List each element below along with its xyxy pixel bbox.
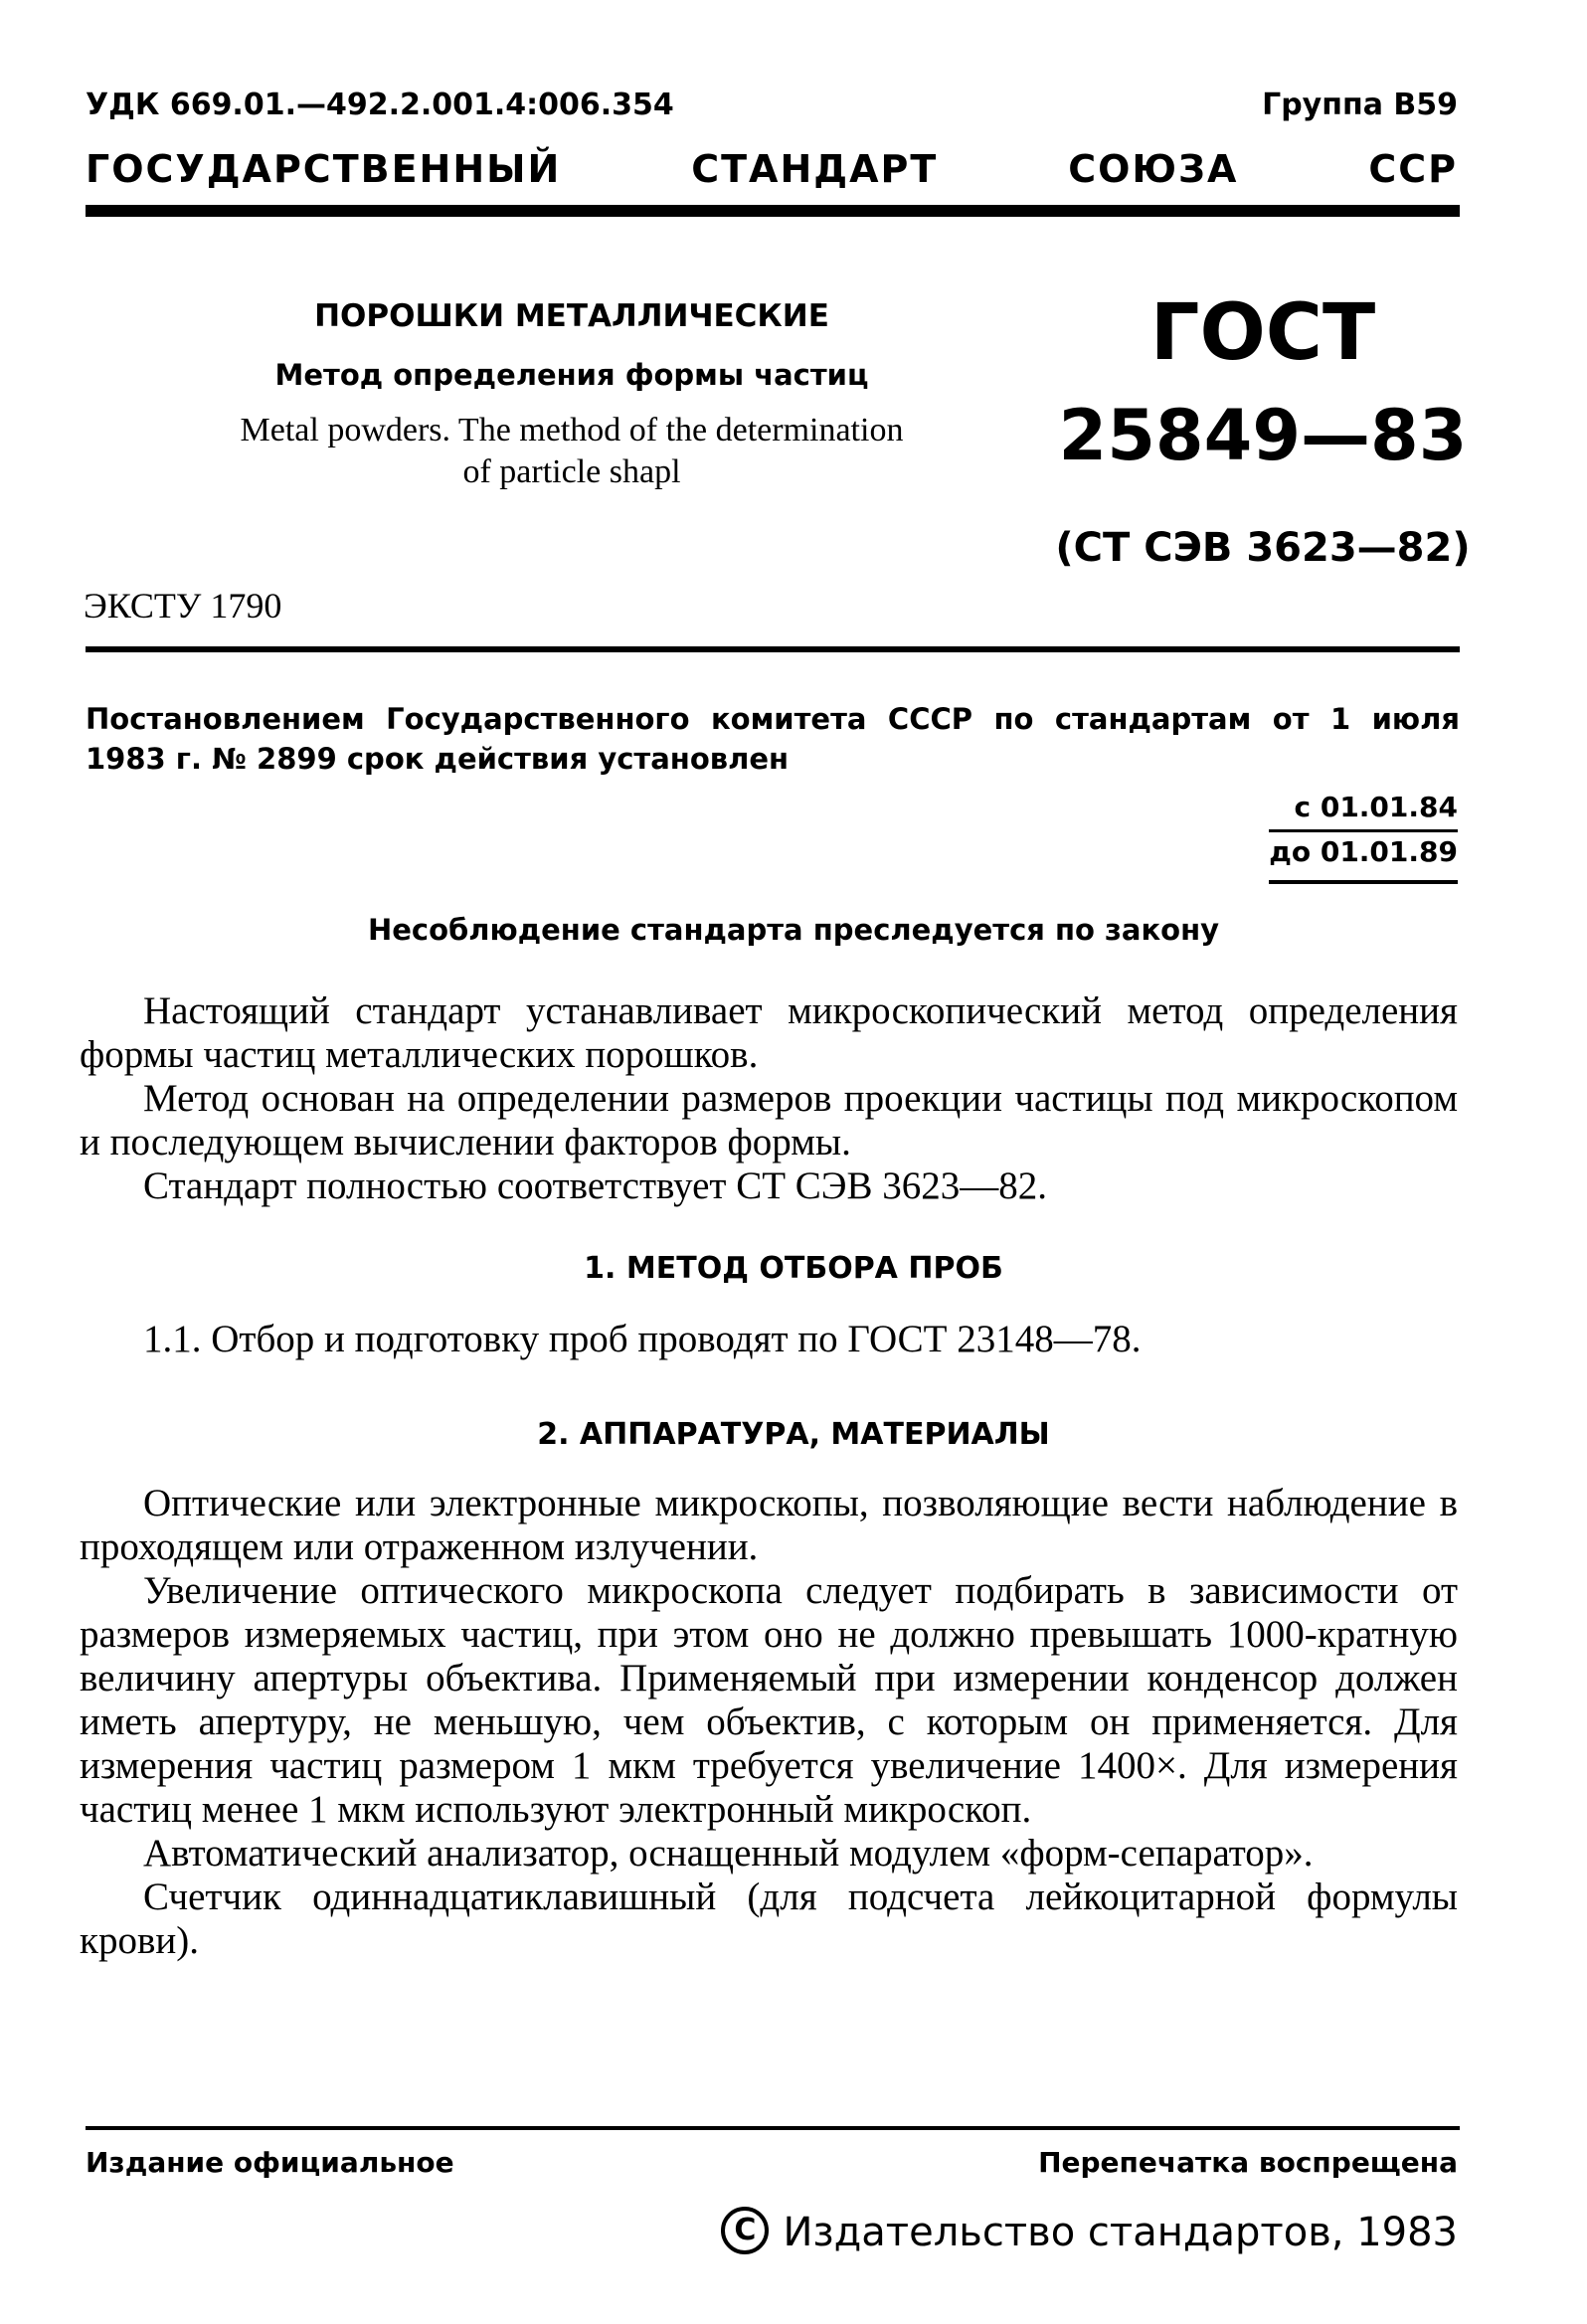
law-notice: Несоблюдение стандарта преследуется по закону bbox=[367, 913, 1220, 947]
valid-from: с 01.01.84 bbox=[1294, 791, 1458, 823]
section-1-heading: 1. МЕТОД ОТБОРА ПРОБ bbox=[584, 1251, 1003, 1286]
section-2-heading: 2. АППАРАТУРА, МАТЕРИАЛЫ bbox=[537, 1417, 1050, 1452]
decree-line-1: Постановлением Государственного комитета СССР по стандартам от 1 июля bbox=[86, 702, 1460, 736]
intro-paragraph: Настоящий стандарт устанавливает микроскопический метод определения формы частиц металлических порошков. bbox=[80, 989, 1458, 1076]
section-2-paragraph: Увеличение оптического микроскопа следует подбирать в зависимости от размеров измеряемых частиц, при этом оно не должно превышать 1000-кратную величину апертуры объектива. Применяемый при измерении конденсор должен иметь апертуру, не меньшую, чем объектив, с которым он применяется. Для измерения частиц размером 1 мкм требуется увеличение 1400×. Для измерения частиц менее 1 мкм используют электронный микроскоп. bbox=[80, 1569, 1458, 1831]
validity-period bbox=[1269, 786, 1458, 884]
copyright-icon: C bbox=[721, 2207, 769, 2254]
reprint-notice: Перепечатка воспрещена bbox=[1038, 2146, 1458, 2179]
section-1-paragraph: 1.1. Отбор и подготовку проб проводят по ГОСТ 23148—78. bbox=[143, 1318, 1142, 1360]
publisher-line bbox=[721, 2210, 1458, 2258]
group-code: Группа В59 bbox=[1262, 88, 1458, 122]
gost-designation bbox=[1054, 288, 1472, 571]
title-divider bbox=[86, 646, 1460, 652]
banner-word-1: ГОСУДАРСТВЕННЫЙ bbox=[86, 147, 562, 191]
section-1-body bbox=[80, 1318, 1458, 1361]
edition-note: Издание официальное bbox=[86, 2146, 454, 2179]
section-2-paragraph: Оптические или электронные микроскопы, позволяющие вести наблюдение в проходящем или отраженном излучении. bbox=[80, 1482, 1458, 1568]
valid-to: до 01.01.89 bbox=[1269, 829, 1458, 872]
oksty-code: ЭКСТУ 1790 bbox=[84, 586, 282, 626]
english-title-line-1: Metal powders. The method of the determination bbox=[240, 412, 904, 448]
intro-paragraph: Стандарт полностью соответствует СТ СЭВ 3623—82. bbox=[143, 1164, 1048, 1207]
decree-line-2: 1983 г. № 2899 срок действия установлен bbox=[86, 742, 790, 776]
document-subtitle: Метод определения формы частиц bbox=[274, 358, 869, 392]
introduction bbox=[80, 989, 1458, 1208]
intro-paragraph: Метод основан на определении размеров проекции частицы под микроскопом и последующем вычислении факторов формы. bbox=[80, 1077, 1458, 1163]
sev-reference: (СТ СЭВ 3623—82) bbox=[1055, 525, 1471, 571]
section-2-body bbox=[80, 1482, 1458, 1963]
banner-word-2: СТАНДАРТ bbox=[691, 147, 939, 191]
title-block bbox=[149, 298, 994, 493]
publisher-name: Издательство стандартов, 1983 bbox=[783, 2210, 1458, 2255]
header-divider bbox=[86, 205, 1460, 217]
footer-divider bbox=[86, 2126, 1460, 2130]
section-2-paragraph: Счетчик одиннадцатиклавишный (для подсчета лейкоцитарной формулы крови). bbox=[80, 1876, 1458, 1962]
validity-underline bbox=[1269, 880, 1458, 884]
banner-word-4: ССР bbox=[1368, 147, 1458, 191]
section-2-paragraph: Автоматический анализатор, оснащенный модулем «форм-сепаратор». bbox=[143, 1832, 1314, 1875]
gost-number: 25849—83 bbox=[1058, 395, 1468, 476]
english-title-line-2: of particle shapl bbox=[462, 453, 681, 490]
udk-code: УДК 669.01.—492.2.001.4:006.354 bbox=[86, 88, 674, 122]
gost-label: ГОСТ bbox=[1149, 288, 1376, 378]
document-title: ПОРОШКИ МЕТАЛЛИЧЕСКИЕ bbox=[314, 298, 829, 334]
state-standard-banner bbox=[86, 147, 1458, 191]
banner-word-3: СОЮЗА bbox=[1068, 147, 1239, 191]
english-title bbox=[149, 410, 994, 493]
